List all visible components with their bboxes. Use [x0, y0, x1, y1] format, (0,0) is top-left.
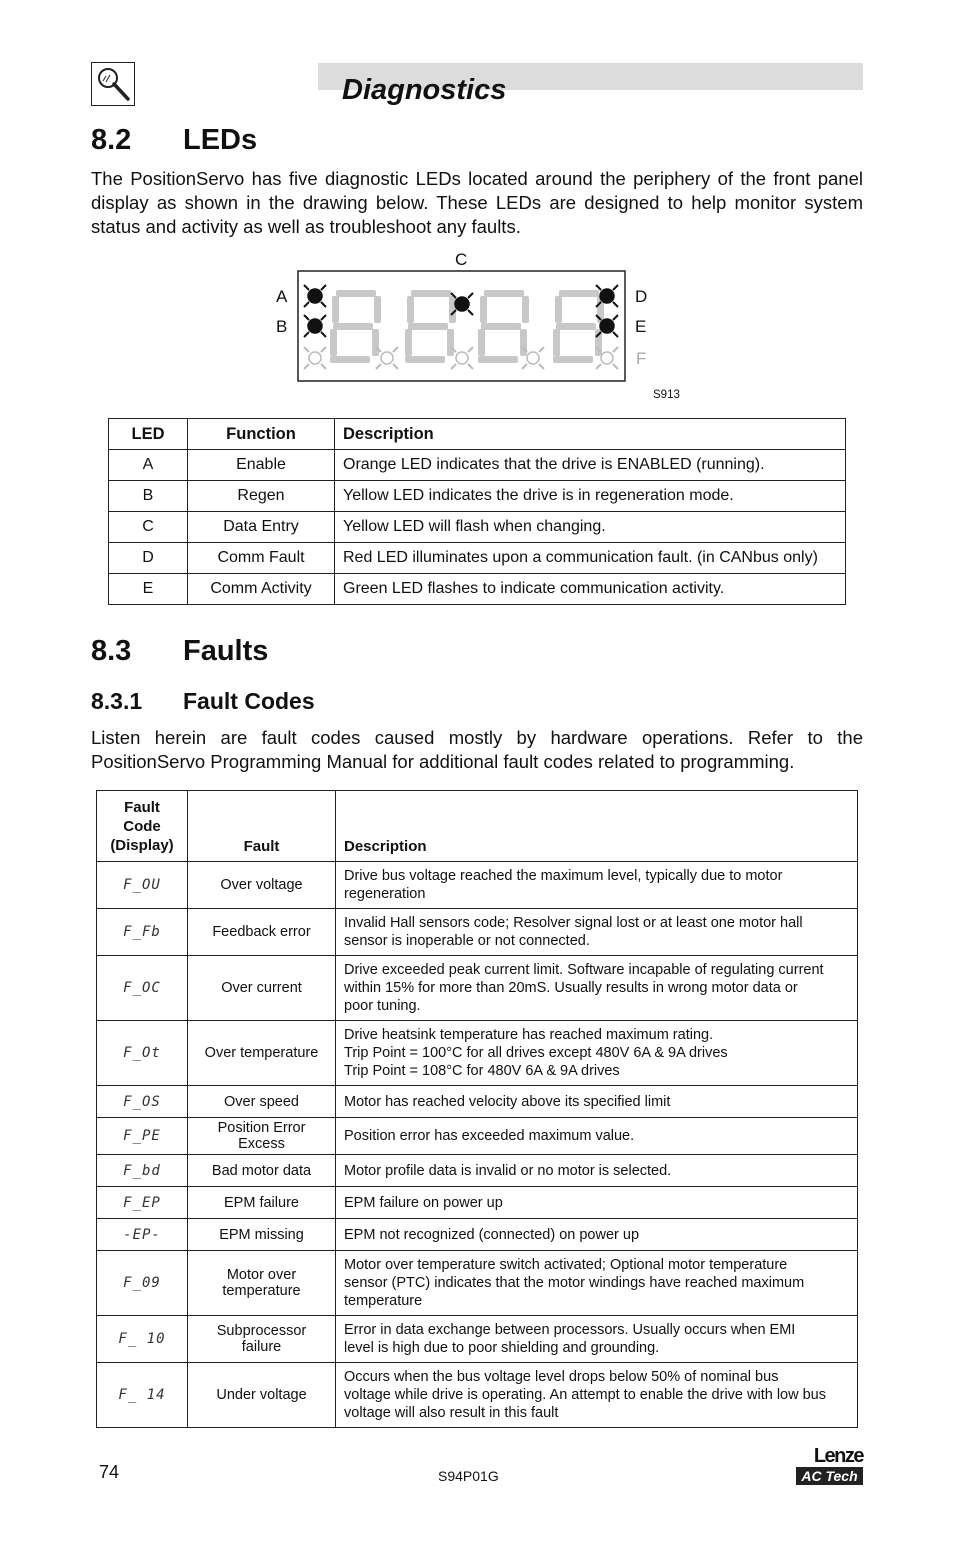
description-line: regeneration	[344, 886, 426, 902]
section-number: 8.3	[91, 635, 132, 667]
function-cell: Comm Activity	[188, 574, 335, 605]
led-c-icon	[451, 293, 473, 315]
fault-code-display: F_Fb	[123, 924, 161, 940]
fault-code-cell	[97, 1086, 188, 1118]
column-header: LED	[109, 419, 188, 450]
document-id: S94P01G	[438, 1468, 499, 1484]
table-row	[97, 1155, 858, 1187]
led-b-icon	[304, 315, 326, 337]
seven-segment	[553, 356, 593, 363]
table-row	[97, 956, 858, 1021]
fault-description-cell	[336, 1021, 858, 1086]
description-line: sensor (PTC) indicates that the motor windings have reached maximum	[344, 1275, 805, 1291]
seven-segment	[330, 356, 370, 363]
fault-code-display: F_OS	[123, 1093, 161, 1110]
fault-code-cell	[97, 1316, 188, 1363]
fault-code-cell	[97, 1251, 188, 1316]
column-header-description: Description	[336, 791, 858, 862]
table-row	[109, 450, 846, 481]
subsection-title: Fault Codes	[183, 688, 315, 714]
subsection-heading-fault-codes	[91, 688, 315, 715]
fault-code-cell	[97, 1155, 188, 1187]
fault-description-cell	[336, 1187, 858, 1219]
description-line: voltage while drive is operating. An attempt to enable the drive with low bus	[344, 1387, 826, 1403]
fault-description-cell	[336, 862, 858, 909]
seven-segment	[405, 329, 412, 356]
table-row	[109, 574, 846, 605]
fault-name-cell: Motor over temperature	[188, 1251, 336, 1316]
table-row	[109, 481, 846, 512]
logo-actech: AC Tech	[796, 1467, 863, 1485]
description-line: Error in data exchange between processors. Usually occurs when EMI	[344, 1322, 796, 1338]
section-heading-leds	[91, 124, 257, 157]
fault-codes-intro-paragraph: Listen herein are fault codes caused mostly by hardware operations. Refer to the PositionServo Programming Manual for additional fault codes related to programming.	[91, 727, 863, 772]
led-label-c: C	[455, 250, 468, 269]
table-row	[97, 862, 858, 909]
seven-segment	[333, 323, 373, 330]
led-label-f: F	[636, 349, 647, 368]
section-number: 8.2	[91, 124, 132, 156]
lenze-actech-logo	[796, 1446, 863, 1485]
leds-intro-paragraph: The PositionServo has five diagnostic LEDs located around the periphery of the front panel display as shown in the drawing below. These LEDs are designed to help monitor system status and activity as well as troubleshoot any faults.	[91, 168, 863, 237]
led-d-icon	[596, 285, 618, 307]
seven-segment	[522, 296, 529, 323]
fault-code-cell	[97, 956, 188, 1021]
seven-segment	[447, 329, 454, 356]
column-header: Description	[335, 419, 846, 450]
seven-segment	[372, 329, 379, 356]
description-cell: Yellow LED indicates the drive is in regeneration mode.	[335, 481, 846, 512]
function-cell: Comm Fault	[188, 543, 335, 574]
fault-code-cell	[97, 1021, 188, 1086]
fault-code-display: F_OC	[123, 980, 161, 996]
seven-segment	[336, 290, 376, 297]
led-label-a: A	[276, 287, 288, 306]
led-table	[108, 418, 846, 605]
fault-name-cell: Under voltage	[188, 1363, 336, 1428]
seven-segment	[408, 323, 448, 330]
description-cell: Red LED illuminates upon a communication fault. (in CANbus only)	[335, 543, 846, 574]
table-row	[97, 1363, 858, 1428]
description-line: Drive bus voltage reached the maximum level, typically due to motor	[344, 868, 783, 884]
column-header-fault: Fault	[188, 791, 336, 862]
fault-code-cell	[97, 1118, 188, 1155]
led-label-b: B	[276, 317, 288, 336]
led-a-icon	[304, 285, 326, 307]
function-cell: Enable	[188, 450, 335, 481]
fault-description-cell	[336, 909, 858, 956]
description-line: Motor has reached velocity above its specified limit	[344, 1093, 671, 1110]
figure-id: S913	[653, 389, 680, 401]
seven-segment	[478, 356, 518, 363]
fault-code-display: F_Ot	[123, 1045, 161, 1061]
fault-codes-table	[96, 790, 858, 1428]
fault-code-cell	[97, 909, 188, 956]
header-line: (Display)	[110, 837, 174, 854]
seven-segment	[405, 356, 445, 363]
table-row	[97, 1187, 858, 1219]
led-cell: A	[109, 450, 188, 481]
subsection-number: 8.3.1	[91, 688, 143, 714]
led-cell: C	[109, 512, 188, 543]
description-line: voltage will also result in this fault	[344, 1405, 559, 1421]
description-line: Trip Point = 108°C for 480V 6A & 9A drives	[344, 1063, 620, 1079]
fault-name-cell: Over temperature	[188, 1021, 336, 1086]
led-label-e: E	[635, 317, 647, 336]
table-row	[97, 1316, 858, 1363]
description-line: temperature	[344, 1293, 423, 1309]
fault-description-cell	[336, 1316, 858, 1363]
led-label-d: D	[635, 287, 648, 306]
fault-description-cell	[336, 1363, 858, 1428]
led-cell: E	[109, 574, 188, 605]
fault-name-cell: Feedback error	[188, 909, 336, 956]
section-title: Faults	[183, 635, 269, 667]
column-header-code	[97, 791, 188, 862]
led-panel-figure	[270, 246, 690, 406]
description-line: EPM failure on power up	[344, 1194, 503, 1211]
seven-segment	[478, 329, 485, 356]
page-title: Diagnostics	[342, 74, 507, 106]
fault-code-cell	[97, 1187, 188, 1219]
header-line: Fault	[124, 799, 160, 816]
section-title: LEDs	[183, 124, 258, 156]
logo-lenze: Lenze	[813, 1445, 863, 1467]
table-row	[97, 1021, 858, 1086]
fault-code-cell	[97, 862, 188, 909]
seven-segment	[481, 323, 521, 330]
table-row	[109, 543, 846, 574]
function-cell: Regen	[188, 481, 335, 512]
table-row	[97, 1251, 858, 1316]
description-cell: Yellow LED will flash when changing.	[335, 512, 846, 543]
description-line: Invalid Hall sensors code; Resolver signal lost or at least one motor hall	[344, 915, 803, 931]
description-line: Motor profile data is invalid or no motor is selected.	[344, 1162, 672, 1179]
fault-code-display: F_ 10	[118, 1331, 166, 1347]
seven-segment	[332, 296, 339, 323]
description-line: Drive heatsink temperature has reached maximum rating.	[344, 1027, 714, 1043]
seven-segment	[484, 290, 524, 297]
fault-name-cell: EPM missing	[188, 1219, 336, 1251]
fault-code-cell	[97, 1219, 188, 1251]
description-line: Motor over temperature switch activated; Optional motor temperature	[344, 1257, 788, 1273]
seven-segment	[330, 329, 337, 356]
fault-table-header-row	[97, 791, 858, 862]
fault-description-cell	[336, 1155, 858, 1187]
fault-code-display: F_09	[123, 1275, 161, 1291]
seven-segment	[480, 296, 487, 323]
seven-segment	[553, 329, 560, 356]
fault-name-cell: Over current	[188, 956, 336, 1021]
fault-code-display: F_bd	[123, 1162, 161, 1179]
description-cell: Orange LED indicates that the drive is ENABLED (running).	[335, 450, 846, 481]
description-cell: Green LED flashes to indicate communication activity.	[335, 574, 846, 605]
led-table-header-row	[109, 419, 846, 450]
fault-name-cell: EPM failure	[188, 1187, 336, 1219]
section-heading-faults	[91, 635, 268, 668]
led-e-icon	[596, 315, 618, 337]
fault-code-display: F_EP	[123, 1194, 161, 1211]
description-line: EPM not recognized (connected) on power up	[344, 1226, 640, 1243]
description-line: Position error has exceeded maximum value.	[344, 1128, 635, 1144]
table-row	[97, 909, 858, 956]
fault-name-cell: Over voltage	[188, 862, 336, 909]
description-line: Drive exceeded peak current limit. Software incapable of regulating current	[344, 962, 824, 978]
fault-name-cell: Over speed	[188, 1086, 336, 1118]
table-row	[97, 1086, 858, 1118]
fault-code-cell	[97, 1363, 188, 1428]
fault-code-display: F_PE	[123, 1128, 161, 1144]
description-line: Trip Point = 100°C for all drives except 480V 6A & 9A drives	[344, 1045, 728, 1061]
fault-description-cell	[336, 1219, 858, 1251]
led-cell: B	[109, 481, 188, 512]
seven-segment	[374, 296, 381, 323]
seven-segment	[556, 323, 596, 330]
description-line: Occurs when the bus voltage level drops below 50% of nominal bus	[344, 1369, 779, 1385]
page-number: 74	[99, 1462, 120, 1482]
table-row	[109, 512, 846, 543]
table-row	[97, 1118, 858, 1155]
seven-segment	[449, 296, 456, 323]
diagnostics-magnifier-icon	[91, 62, 135, 106]
seven-segment	[407, 296, 414, 323]
fault-code-display: -EP-	[123, 1226, 161, 1243]
fault-code-display: F_OU	[123, 877, 161, 893]
description-line: within 15% for more than 20mS. Usually results in wrong motor data or	[344, 980, 798, 996]
column-header: Function	[188, 419, 335, 450]
table-row	[97, 1219, 858, 1251]
description-line: poor tuning.	[344, 998, 421, 1014]
fault-description-cell	[336, 1118, 858, 1155]
led-cell: D	[109, 543, 188, 574]
fault-description-cell	[336, 1251, 858, 1316]
fault-name-cell: Subprocessor failure	[188, 1316, 336, 1363]
header-line: Code	[123, 818, 161, 835]
function-cell: Data Entry	[188, 512, 335, 543]
seven-segment	[555, 296, 562, 323]
fault-description-cell	[336, 1086, 858, 1118]
fault-code-display: F_ 14	[118, 1387, 166, 1403]
fault-description-cell	[336, 956, 858, 1021]
seven-segment	[559, 290, 599, 297]
fault-name-cell: Position Error Excess	[188, 1118, 336, 1155]
fault-name-cell: Bad motor data	[188, 1155, 336, 1187]
seven-segment	[411, 290, 451, 297]
description-line: level is high due to poor shielding and grounding.	[344, 1340, 660, 1356]
description-line: sensor is inoperable or not connected.	[344, 933, 590, 949]
